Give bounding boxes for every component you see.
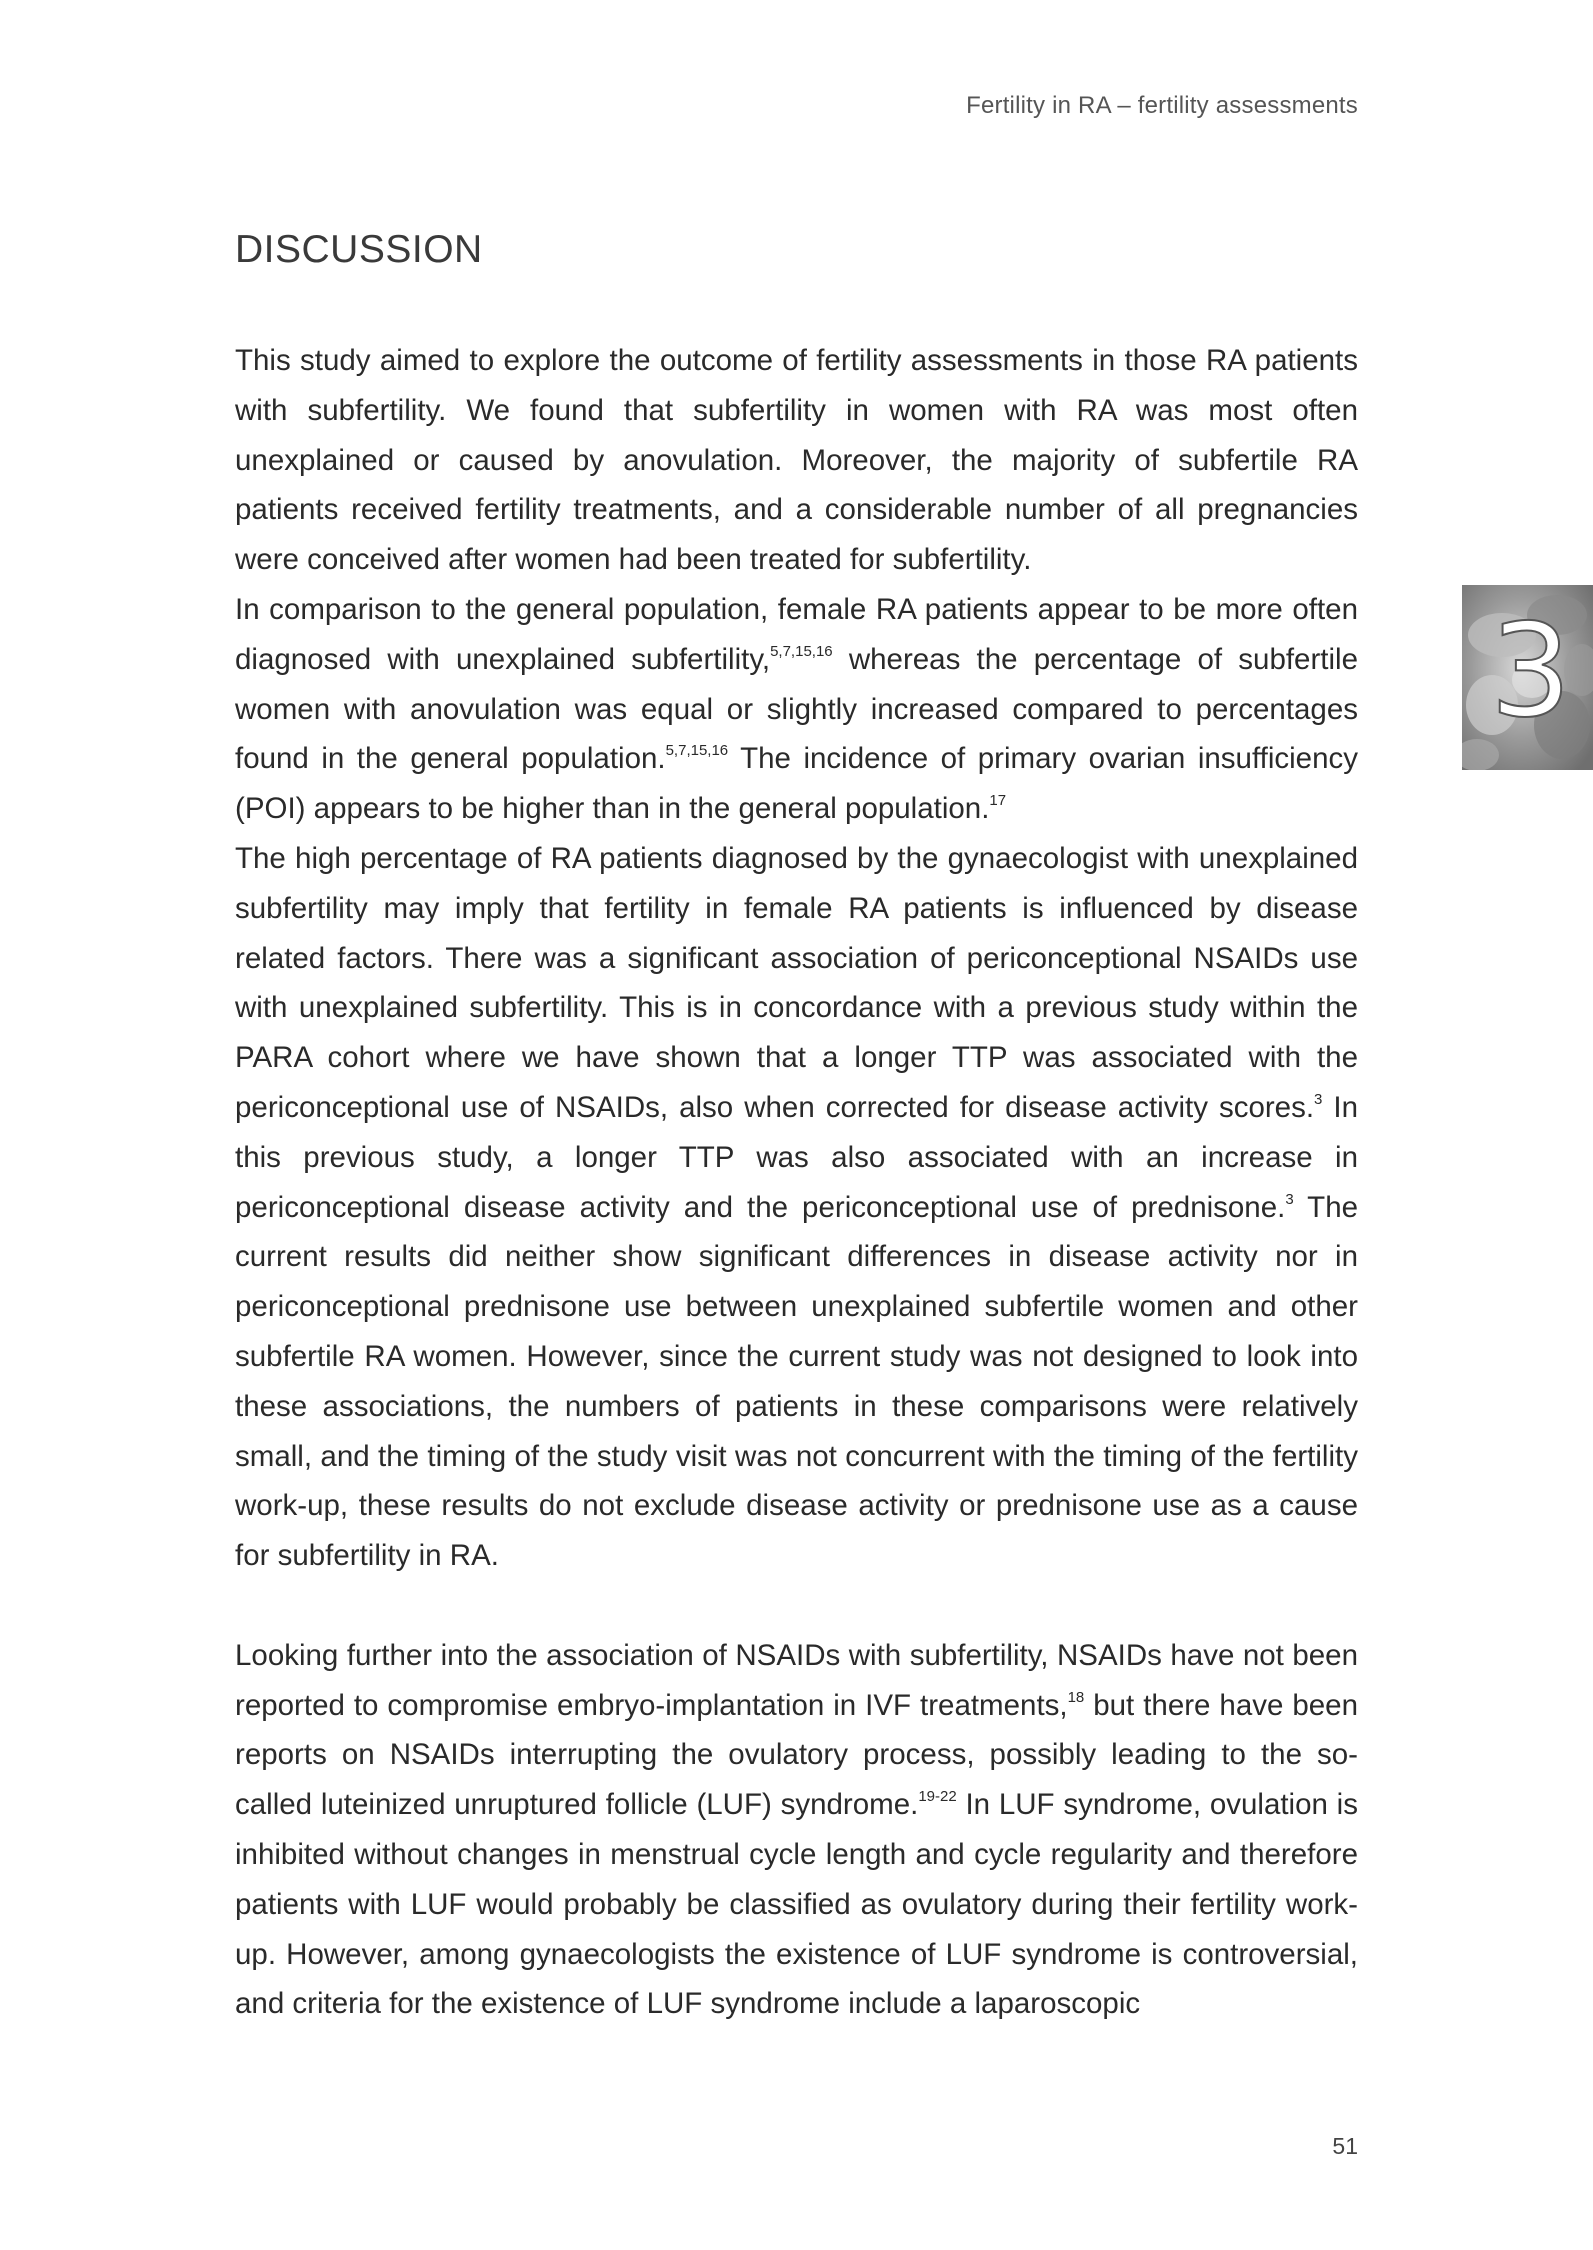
discussion-body — [235, 336, 1358, 2029]
paragraph-text: The incidence of primary ovarian insufficiency (POI) appears to be higher than in the general population. — [235, 742, 1358, 826]
paragraph-text: whereas the percentage of subfertile women with anovulation was equal or slightly increased compared to percentages found in the general population. — [235, 642, 1358, 776]
citation-reference: 17 — [989, 792, 1007, 810]
section-heading: DISCUSSION — [235, 228, 483, 271]
citation-reference: 5,7,15,16 — [770, 642, 833, 660]
chapter-number: 3 — [1490, 597, 1572, 746]
citation-reference: 3 — [1285, 1190, 1294, 1208]
paragraph-text: The high percentage of RA patients diagnosed by the gynaecologist with unexplained subfertility may imply that fertility in female RA patients is influenced by disease related factors. There was a significant association of periconceptional NSAIDs use with unexplained subfertility. This is in concordance with a previous study within the PARA cohort where we have shown that a longer TTP was associated with the periconceptional use of NSAIDs, also when corrected for disease activity scores. — [235, 841, 1358, 1124]
paragraph-text: Looking further into the association of NSAIDs with subfertility, NSAIDs have not been reported to compromise embryo-implantation in IVF treatments, — [235, 1638, 1358, 1722]
paragraph-text: but there have been reports on NSAIDs interrupting the ovulatory process, possibly leading to the so-called luteinized unruptured follicle (LUF) syndrome. — [235, 1688, 1358, 1822]
paragraph-text: In this previous study, a longer TTP was also associated with an increase in periconceptional disease activity and the periconceptional use of prednisone. — [235, 1090, 1358, 1224]
running-header: Fertility in RA – fertility assessments — [966, 92, 1358, 119]
paragraph-text: The current results did neither show significant differences in disease activity nor in periconceptional prednisone use between unexplained subfertile women and other subfertile RA women. However, since the current study was not designed to look into these associations, the numbers of patients in these comparisons were relatively small, and the timing of the study visit was not concurrent with the timing of the fertility work-up, these results do not exclude disease activity or prednisone use as a cause for subfertility in RA. — [235, 1190, 1359, 1573]
paragraph-text: In comparison to the general population, female RA patients appear to be more often diagnosed with unexplained subfertility, — [235, 592, 1358, 676]
chapter-tab — [1462, 585, 1593, 770]
paragraph — [235, 1631, 1358, 2029]
paragraph-text: In LUF syndrome, ovulation is inhibited without changes in menstrual cycle length and cycle regularity and therefore patients with LUF would probably be classified as ovulatory during their fertility work-up. However, among gynaecologists the existence of LUF syndrome is controversial, and criteria for the existence of LUF syndrome include a laparoscopic — [235, 1788, 1358, 2021]
page-number: 51 — [1332, 2133, 1358, 2159]
paragraph — [235, 834, 1358, 1581]
citation-reference: 19-22 — [918, 1788, 957, 1806]
citation-reference: 18 — [1067, 1688, 1085, 1706]
citation-reference: 3 — [1314, 1090, 1323, 1108]
paragraph — [235, 585, 1358, 834]
paragraph: This study aimed to explore the outcome of fertility assessments in those RA patients with subfertility. We found that subfertility in women with RA was most often unexplained or caused by anovulation. Moreover, the majority of subfertile RA patients received fertility treatments, and a considerable number of all pregnancies were conceived after women had been treated for subfertility. — [235, 344, 1358, 577]
citation-reference: 5,7,15,16 — [665, 742, 729, 760]
